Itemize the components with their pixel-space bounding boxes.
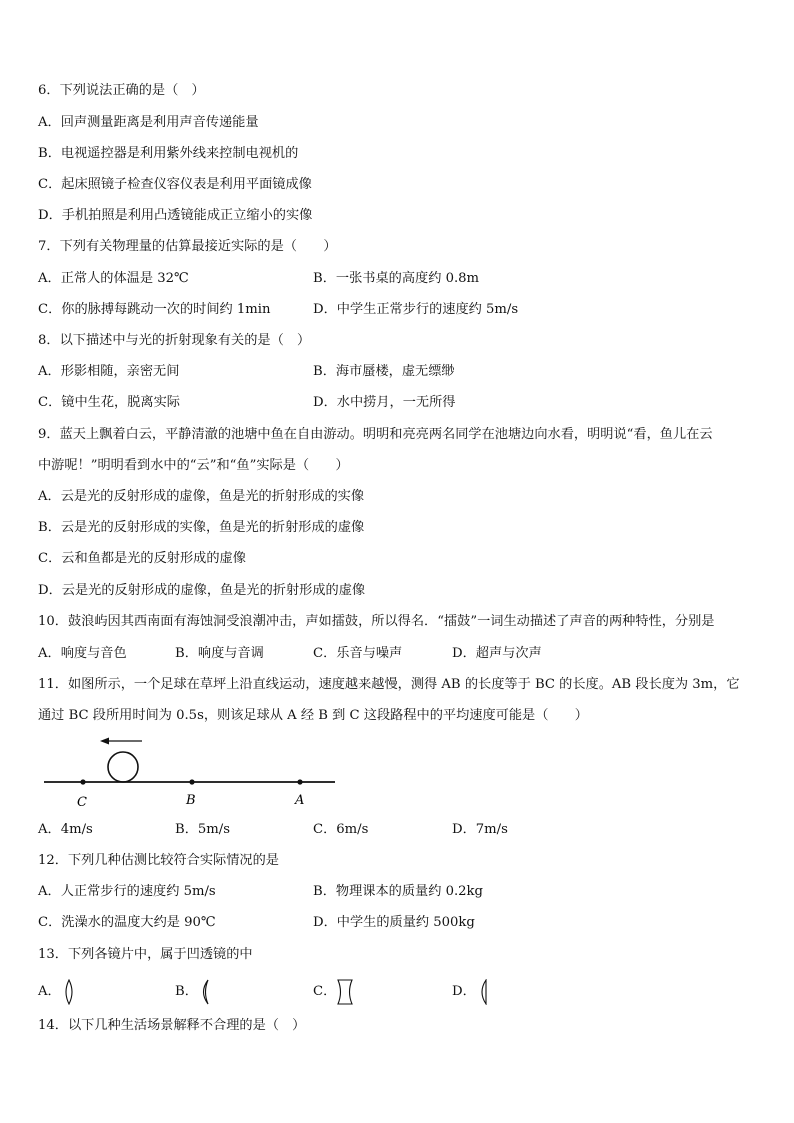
q6-stem: 6．下列说法正确的是（ ） [38, 83, 205, 98]
q9-option-d: D．云是光的反射形成的虚像，鱼是光的折射形成的虚像 [38, 583, 366, 598]
point-b-dot [189, 779, 194, 784]
q7-option-b: B．一张书桌的高度约 0.8m [313, 271, 480, 286]
q9-stem-line2: 中游呢！”明明看到水中的“云”和“鱼”实际是（ ） [38, 458, 349, 473]
plano-convex-lens-icon [476, 979, 490, 1005]
concavo-convex-lens-icon [198, 979, 212, 1005]
q10-option-b: B．响度与音调 [175, 646, 264, 661]
q14-stem: 14．以下几种生活场景解释不合理的是（ ） [38, 1018, 306, 1033]
biconvex-lens-icon [62, 979, 76, 1005]
q8-option-a: A．形影相随，亲密无间 [38, 364, 180, 379]
q13-option-a-label: A． [38, 984, 61, 999]
q12-stem: 12．下列几种估测比较符合实际情况的是 [38, 853, 279, 868]
q8-option-b: B．海市蜃楼，虚无缥缈 [313, 364, 455, 379]
q11-option-b: B．5m/s [175, 822, 230, 837]
q12-option-b: B．物理课本的质量约 0.2kg [313, 884, 483, 899]
q6-option-d: D．手机拍照是利用凸透镜能成正立缩小的实像 [38, 208, 313, 223]
biconcave-lens-icon [336, 979, 354, 1005]
q9-stem-line1: 9．蓝天上飘着白云，平静清澈的池塘中鱼在自由游动。明明和亮亮两名同学在池塘边向水看，明明说“看，鱼儿在云 [38, 427, 713, 442]
q12-option-d: D．中学生的质量约 500kg [313, 915, 475, 930]
q8-stem: 8．以下描述中与光的折射现象有关的是（ ） [38, 333, 311, 348]
point-c-dot [80, 779, 85, 784]
point-a-dot [297, 779, 302, 784]
q6-option-a: A．回声测量距离是利用声音传递能量 [38, 115, 259, 130]
q11-football-figure [40, 735, 340, 810]
q12-option-a: A．人正常步行的速度约 5m/s [38, 884, 216, 899]
q9-option-b: B．云是光的反射形成的实像，鱼是光的折射形成的虚像 [38, 520, 365, 535]
q9-option-c: C．云和鱼都是光的反射形成的虚像 [38, 551, 246, 566]
q12-option-c: C．洗澡水的温度大约是 90℃ [38, 915, 216, 930]
q13-option-c-label: C． [313, 984, 337, 999]
q11-stem-line1: 11．如图所示，一个足球在草坪上沿直线运动，速度越来越慢，测得 AB 的长度等于 BC 的长度。AB 段长度为 3m，它 [38, 677, 740, 692]
motion-arrow-head [100, 738, 109, 745]
q11-option-d: D．7m/s [452, 822, 508, 837]
q9-option-a: A．云是光的反射形成的虚像，鱼是光的折射形成的实像 [38, 489, 365, 504]
q10-option-a: A．响度与音色 [38, 646, 127, 661]
q10-option-c: C．乐音与噪声 [313, 646, 403, 661]
q10-option-d: D．超声与次声 [452, 646, 542, 661]
q7-option-c: C．你的脉搏每跳动一次的时间约 1min [38, 302, 271, 317]
football-ball [108, 752, 138, 782]
q13-option-b-label: B． [175, 984, 198, 999]
q11-option-c: C．6m/s [313, 822, 369, 837]
q6-option-b: B．电视遥控器是利用紫外线来控制电视机的 [38, 146, 299, 161]
q7-option-d: D．中学生正常步行的速度约 5m/s [313, 302, 519, 317]
q10-stem: 10．鼓浪屿因其西南面有海蚀洞受浪潮冲击，声如擂鼓，所以得名．“擂鼓”一词生动描述了声音的两种特性，分别是 [38, 614, 715, 629]
point-b-label: B [186, 793, 196, 808]
q13-stem: 13．下列各镜片中，属于凹透镜的中 [38, 947, 253, 962]
q7-stem: 7．下列有关物理量的估算最接近实际的是（ ） [38, 239, 337, 254]
q11-option-a: A．4m/s [38, 822, 93, 837]
q6-option-c: C．起床照镜子检查仪容仪表是利用平面镜成像 [38, 177, 312, 192]
point-c-label: C [77, 795, 87, 810]
q7-option-a: A．正常人的体温是 32℃ [38, 271, 189, 286]
q8-option-d: D．水中捞月，一无所得 [313, 395, 456, 410]
q13-option-d-label: D． [452, 984, 476, 999]
point-a-label: A [295, 793, 305, 808]
q11-stem-line2: 通过 BC 段所用时间为 0.5s，则该足球从 A 经 B 到 C 这段路程中的平均速度可能是（ ） [38, 708, 588, 723]
q8-option-c: C．镜中生花，脱离实际 [38, 395, 180, 410]
